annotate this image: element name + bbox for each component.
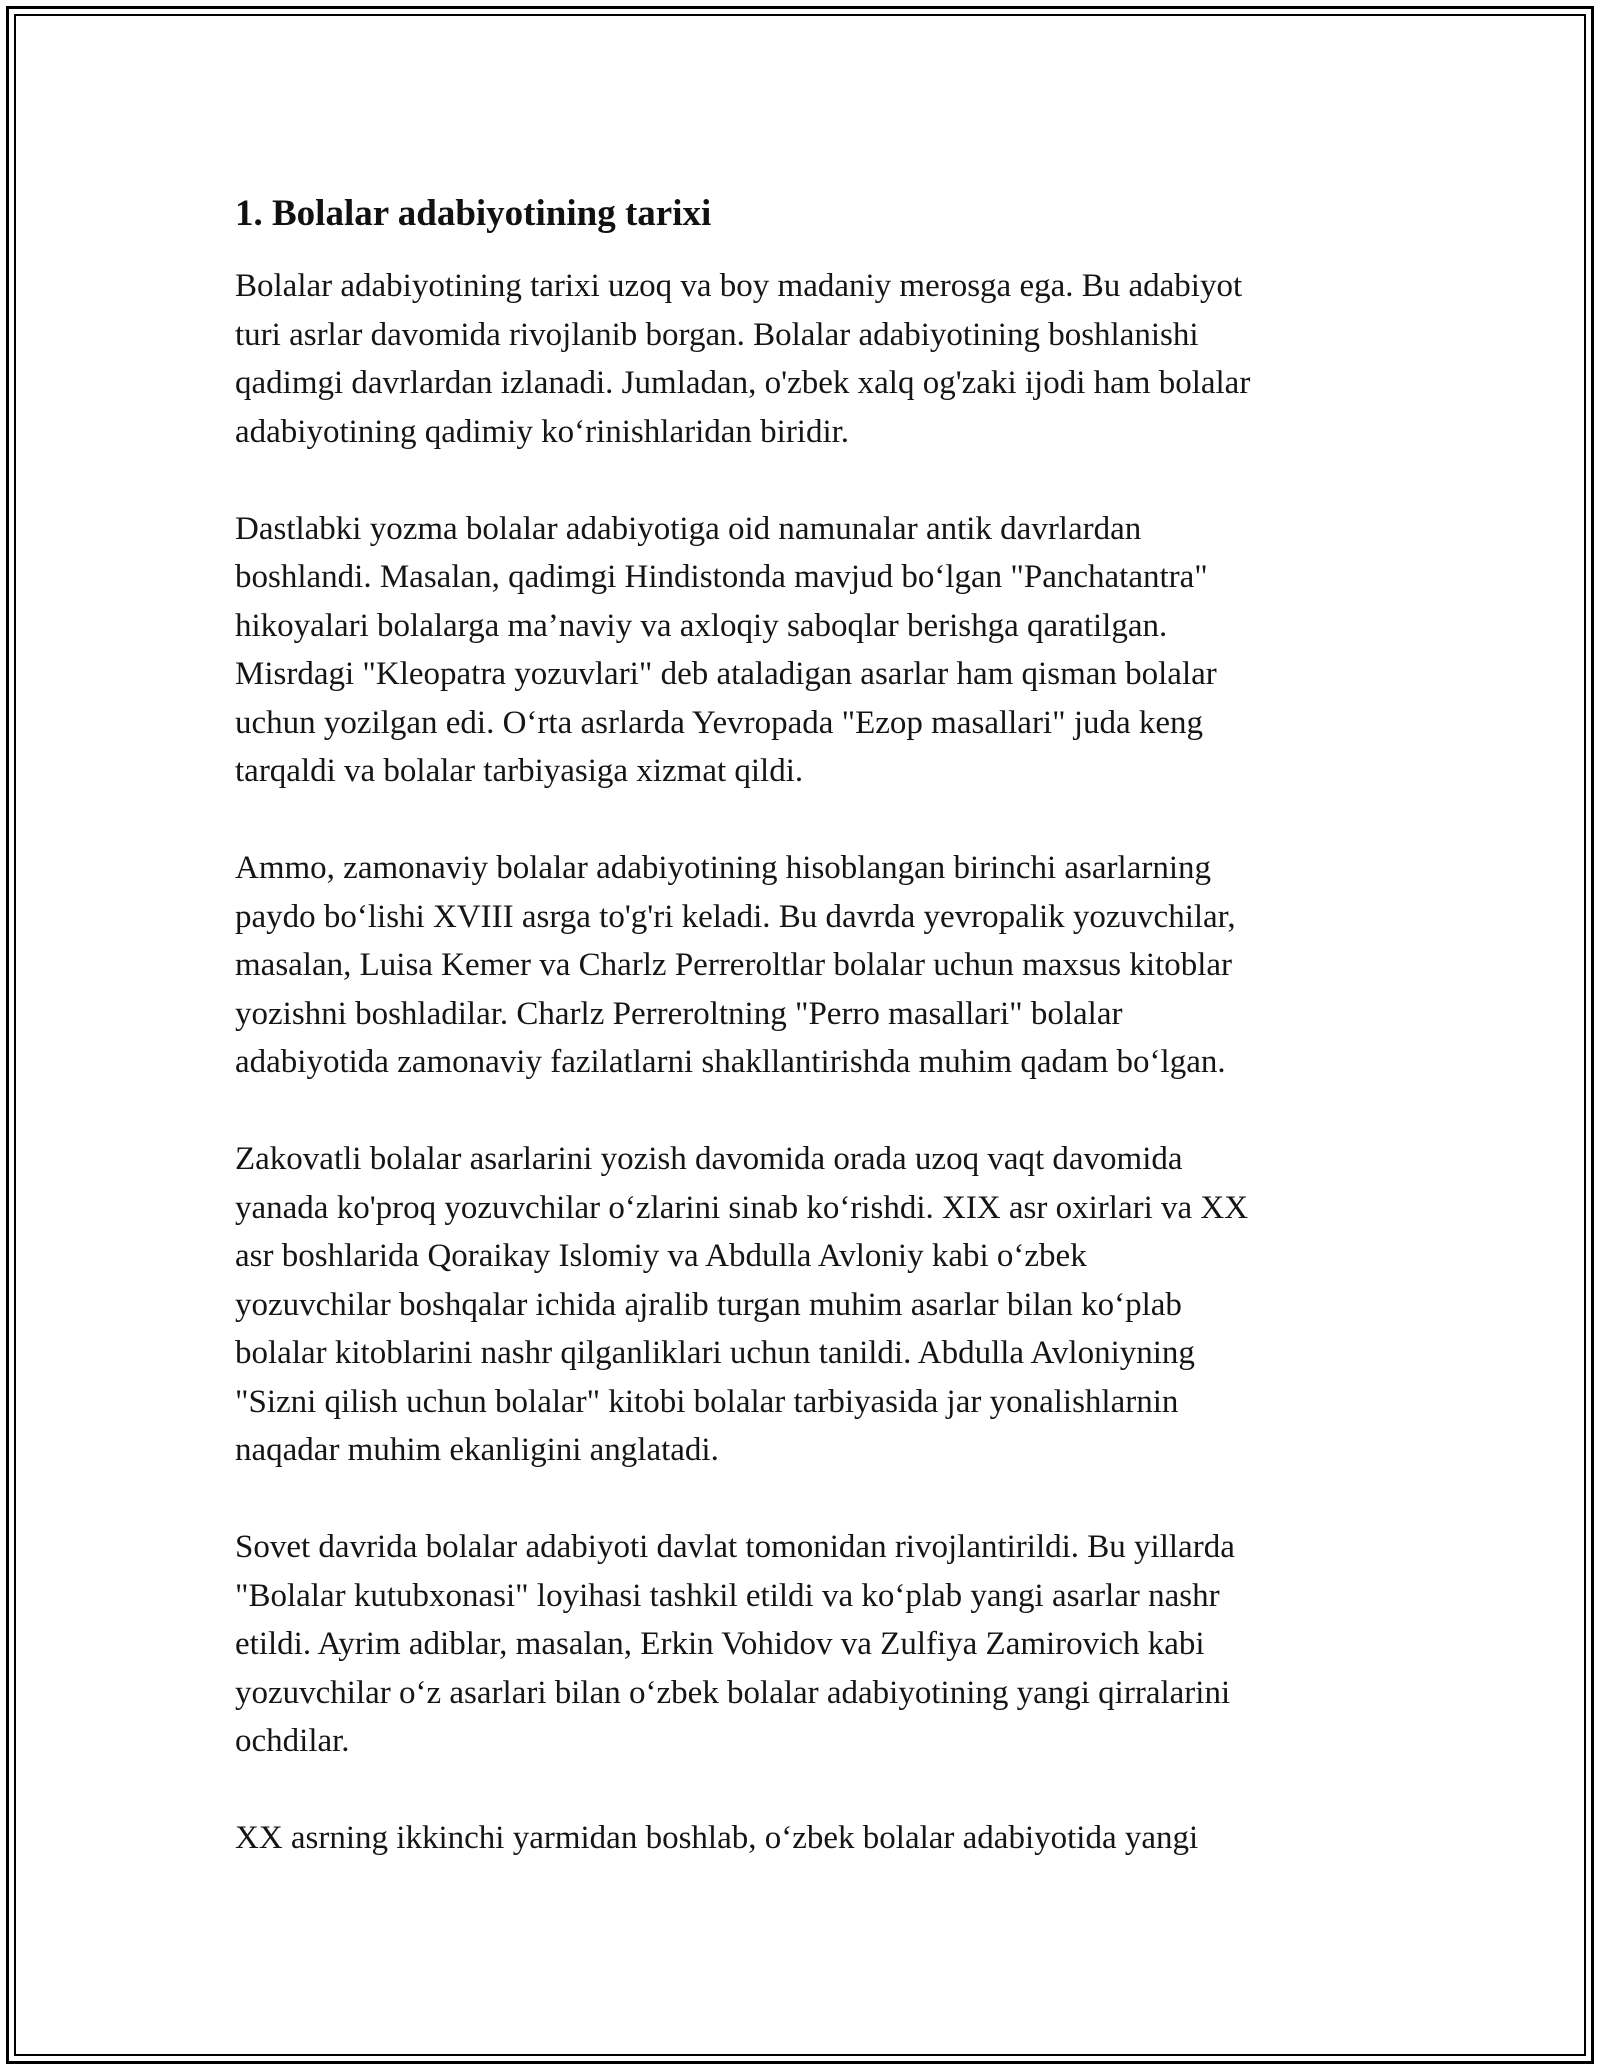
text-line: paydo bo‘lishi XVIII asrga to'g'ri keladi. Bu davrda yevropalik yozuvchilar, — [235, 898, 1236, 935]
text-line: asr boshlarida Qoraikay Islomiy va Abdulla Avloniy kabi o‘zbek — [235, 1238, 1087, 1274]
text-line: yanada ko'proq yozuvchilar o‘zlarini sinab ko‘rishdi. XIX asr oxirlari va XX — [235, 1189, 1249, 1226]
text-line: ochdilar. — [235, 1723, 350, 1759]
text-line: hikoyalari bolalarga ma’naviy va axloqiy saboqlar berishga qaratilgan. — [235, 607, 1168, 644]
text-line: "Sizni qilish uchun bolalar" kitobi bolalar tarbiyasida jar yonalishlarnin — [235, 1383, 1179, 1420]
text-line: turi asrlar davomida rivojlanib borgan. Bolalar adabiyotining boshlanishi — [235, 316, 1199, 353]
body-paragraph — [235, 505, 1375, 796]
body-paragraph — [235, 1814, 1375, 1863]
body-paragraph — [235, 1135, 1375, 1475]
text-line: Sovet davrida bolalar adabiyoti davlat tomonidan rivojlantirildi. Bu yillarda — [235, 1529, 1235, 1565]
text-line: Ammo, zamonaviy bolalar adabiyotining hisoblangan birinchi asarlarning — [235, 850, 1211, 886]
text-line: Dastlabki yozma bolalar adabiyotiga oid namunalar antik davrlardan — [235, 510, 1142, 547]
text-line: XX asrning ikkinchi yarmidan boshlab, o‘zbek bolalar adabiyotida yangi — [235, 1820, 1199, 1856]
text-line: etildi. Ayrim adiblar, masalan, Erkin Vohidov va Zulfiya Zamirovich kabi — [235, 1626, 1205, 1662]
text-line: "Bolalar kutubxonasi" loyihasi tashkil etildi va ko‘plab yangi asarlar nashr — [235, 1577, 1220, 1614]
paragraph-list — [235, 262, 1375, 1863]
text-line: adabiyotining qadimiy ko‘rinishlaridan biridir. — [235, 413, 850, 450]
body-paragraph — [235, 1523, 1375, 1766]
text-line: yozuvchilar o‘z asarlari bilan o‘zbek bolalar adabiyotining yangi qirralarini — [235, 1674, 1231, 1711]
document-body — [235, 180, 1375, 1911]
text-line: qadimgi davrlardan izlanadi. Jumladan, o'zbek xalq og'zaki ijodi ham bolalar — [235, 365, 1251, 401]
text-line: Misrdagi "Kleopatra yozuvlari" deb ataladigan asarlar ham qisman bolalar — [235, 656, 1217, 692]
body-paragraph — [235, 262, 1375, 456]
body-paragraph — [235, 844, 1375, 1087]
text-line: adabiyotida zamonaviy fazilatlarni shakllantirishda muhim qadam bo‘lgan. — [235, 1044, 1226, 1080]
text-line: naqadar muhim ekanligini anglatadi. — [235, 1432, 719, 1468]
text-line: yozuvchilar boshqalar ichida ajralib turgan muhim asarlar bilan ko‘plab — [235, 1286, 1182, 1323]
text-line: uchun yozilgan edi. O‘rta asrlarda Yevropada "Ezop masallari" juda keng — [235, 704, 1204, 741]
text-line: Zakovatli bolalar asarlarini yozish davomida orada uzoq vaqt davomida — [235, 1141, 1183, 1177]
text-line: yozishni boshladilar. Charlz Perreroltning "Perro masallari" bolalar — [235, 995, 1123, 1032]
text-line: masalan, Luisa Kemer va Charlz Perreroltlar bolalar uchun maxsus kitoblar — [235, 947, 1232, 983]
text-line: Bolalar adabiyotining tarixi uzoq va boy madaniy merosga ega. Bu adabiyot — [235, 268, 1243, 304]
text-line: tarqaldi va bolalar tarbiyasiga xizmat qildi. — [235, 753, 804, 789]
text-line: bolalar kitoblarini nashr qilganliklari uchun tanildi. Abdulla Avloniyning — [235, 1335, 1195, 1371]
text-line: boshlandi. Masalan, qadimgi Hindistonda mavjud bo‘lgan "Panchatantra" — [235, 559, 1208, 595]
section-heading: 1. Bolalar adabiyotining tarixi — [235, 193, 712, 234]
